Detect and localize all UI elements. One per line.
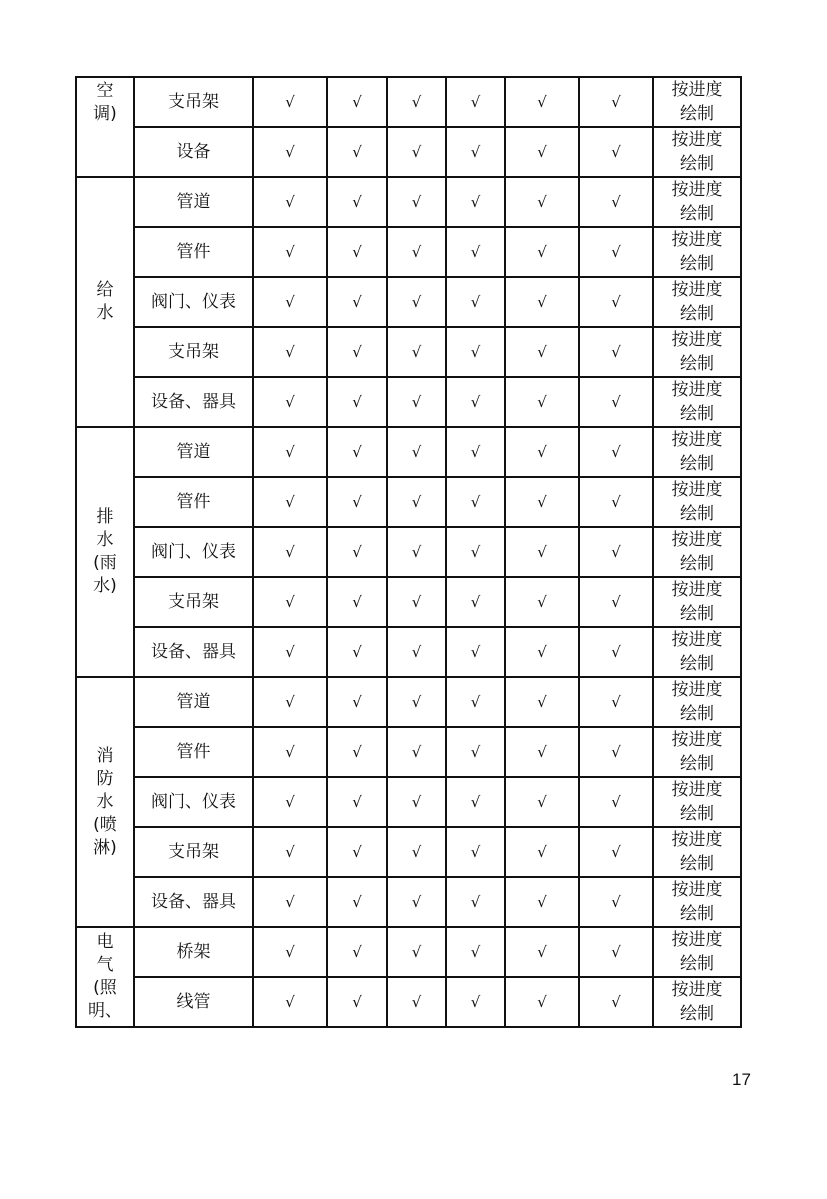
check-mark-cell: √ xyxy=(327,377,387,427)
system-category-cell xyxy=(76,677,134,927)
check-mark-cell: √ xyxy=(327,677,387,727)
check-mark-cell: √ xyxy=(446,627,505,677)
item-name-cell: 管道 xyxy=(134,177,253,227)
system-category-cell xyxy=(76,77,134,177)
check-mark-cell: √ xyxy=(579,327,653,377)
note-line: 绘制 xyxy=(680,604,714,624)
check-mark-cell: √ xyxy=(387,277,446,327)
note-line: 按进度 xyxy=(671,780,723,800)
check-mark-cell: √ xyxy=(505,777,579,827)
note-line: 绘制 xyxy=(680,254,714,274)
check-mark-cell: √ xyxy=(579,827,653,877)
check-mark-cell: √ xyxy=(446,427,505,477)
check-mark-cell: √ xyxy=(505,377,579,427)
check-mark-cell: √ xyxy=(579,127,653,177)
table-row xyxy=(76,677,741,727)
check-mark-cell: √ xyxy=(253,527,327,577)
check-mark-cell: √ xyxy=(327,227,387,277)
note-line: 按进度 xyxy=(671,430,723,450)
note-line: 绘制 xyxy=(680,804,714,824)
check-mark-cell: √ xyxy=(327,327,387,377)
check-mark-cell: √ xyxy=(387,527,446,577)
check-mark-cell: √ xyxy=(253,77,327,127)
check-mark-cell: √ xyxy=(505,327,579,377)
note-line: 按进度 xyxy=(671,130,723,150)
note-line: 绘制 xyxy=(680,104,714,124)
check-mark-cell: √ xyxy=(387,327,446,377)
table-row xyxy=(76,227,741,277)
check-mark-cell: √ xyxy=(253,377,327,427)
check-mark-cell: √ xyxy=(253,777,327,827)
check-mark-cell: √ xyxy=(505,677,579,727)
note-cell xyxy=(653,127,741,177)
check-mark-cell: √ xyxy=(446,927,505,977)
item-name-cell: 支吊架 xyxy=(134,77,253,127)
check-mark-cell: √ xyxy=(505,827,579,877)
check-mark-cell: √ xyxy=(505,527,579,577)
check-mark-cell: √ xyxy=(446,227,505,277)
category-label-line: (喷 xyxy=(93,814,117,835)
check-mark-cell: √ xyxy=(253,427,327,477)
check-mark-cell: √ xyxy=(387,877,446,927)
note-cell xyxy=(653,477,741,527)
check-mark-cell: √ xyxy=(505,277,579,327)
check-mark-cell: √ xyxy=(253,127,327,177)
check-mark-cell: √ xyxy=(327,527,387,577)
check-mark-cell: √ xyxy=(253,327,327,377)
item-name-cell: 线管 xyxy=(134,977,253,1027)
note-line: 按进度 xyxy=(671,80,723,100)
check-mark-cell: √ xyxy=(327,727,387,777)
check-mark-cell: √ xyxy=(505,627,579,677)
check-mark-cell: √ xyxy=(327,427,387,477)
table-row xyxy=(76,477,741,527)
note-cell xyxy=(653,877,741,927)
note-line: 按进度 xyxy=(671,380,723,400)
note-line: 绘制 xyxy=(680,504,714,524)
category-label-line: 防 xyxy=(96,768,114,789)
note-line: 按进度 xyxy=(671,480,723,500)
check-mark-cell: √ xyxy=(253,277,327,327)
check-mark-cell: √ xyxy=(446,727,505,777)
check-mark-cell: √ xyxy=(446,677,505,727)
check-mark-cell: √ xyxy=(387,427,446,477)
note-line: 绘制 xyxy=(680,304,714,324)
category-label-line: 给 xyxy=(96,280,114,300)
check-mark-cell: √ xyxy=(327,777,387,827)
check-mark-cell: √ xyxy=(505,877,579,927)
check-mark-cell: √ xyxy=(327,277,387,327)
check-mark-cell: √ xyxy=(579,577,653,627)
item-name-cell: 支吊架 xyxy=(134,577,253,627)
check-mark-cell: √ xyxy=(387,777,446,827)
table-row xyxy=(76,827,741,877)
check-mark-cell: √ xyxy=(579,77,653,127)
check-mark-cell: √ xyxy=(579,227,653,277)
check-mark-cell: √ xyxy=(505,927,579,977)
check-mark-cell: √ xyxy=(253,477,327,527)
category-label-line: 淋) xyxy=(93,837,117,858)
check-mark-cell: √ xyxy=(505,177,579,227)
system-category-cell xyxy=(76,177,134,427)
note-line: 绘制 xyxy=(680,854,714,874)
table-row xyxy=(76,427,741,477)
check-mark-cell: √ xyxy=(446,577,505,627)
check-mark-cell: √ xyxy=(579,727,653,777)
note-line: 按进度 xyxy=(671,530,723,550)
check-mark-cell: √ xyxy=(579,277,653,327)
item-name-cell: 阀门、仪表 xyxy=(134,777,253,827)
category-label-line: 水 xyxy=(96,530,114,550)
category-label-line: 消 xyxy=(96,745,114,766)
table-row xyxy=(76,127,741,177)
check-mark-cell: √ xyxy=(387,627,446,677)
note-cell xyxy=(653,277,741,327)
check-mark-cell: √ xyxy=(579,527,653,577)
check-mark-cell: √ xyxy=(387,727,446,777)
note-line: 绘制 xyxy=(680,654,714,674)
check-mark-cell: √ xyxy=(446,527,505,577)
table-row xyxy=(76,377,741,427)
check-mark-cell: √ xyxy=(327,477,387,527)
note-cell xyxy=(653,77,741,127)
check-mark-cell: √ xyxy=(387,927,446,977)
check-mark-cell: √ xyxy=(253,627,327,677)
item-name-cell: 管道 xyxy=(134,677,253,727)
check-mark-cell: √ xyxy=(387,577,446,627)
category-label-line: (照 xyxy=(93,978,117,998)
note-line: 绘制 xyxy=(680,1004,714,1024)
note-line: 按进度 xyxy=(671,630,723,650)
note-line: 绘制 xyxy=(680,754,714,774)
table-row xyxy=(76,927,741,977)
check-mark-cell: √ xyxy=(505,227,579,277)
note-line: 按进度 xyxy=(671,330,723,350)
check-mark-cell: √ xyxy=(579,877,653,927)
check-mark-cell: √ xyxy=(579,777,653,827)
check-mark-cell: √ xyxy=(253,877,327,927)
check-mark-cell: √ xyxy=(505,77,579,127)
system-category-cell xyxy=(76,427,134,677)
check-mark-cell: √ xyxy=(579,477,653,527)
check-mark-cell: √ xyxy=(505,427,579,477)
category-label-line: 排 xyxy=(96,507,114,527)
check-mark-cell: √ xyxy=(387,77,446,127)
note-line: 按进度 xyxy=(671,180,723,200)
check-mark-cell: √ xyxy=(387,677,446,727)
note-cell xyxy=(653,377,741,427)
table-row xyxy=(76,777,741,827)
note-line: 绘制 xyxy=(680,704,714,724)
note-cell xyxy=(653,627,741,677)
check-mark-cell: √ xyxy=(446,77,505,127)
check-mark-cell: √ xyxy=(505,477,579,527)
check-mark-cell: √ xyxy=(446,977,505,1027)
item-name-cell: 管件 xyxy=(134,477,253,527)
table-row xyxy=(76,277,741,327)
check-mark-cell: √ xyxy=(446,777,505,827)
check-mark-cell: √ xyxy=(327,577,387,627)
note-cell xyxy=(653,827,741,877)
table-row xyxy=(76,977,741,1027)
check-mark-cell: √ xyxy=(253,577,327,627)
item-name-cell: 设备 xyxy=(134,127,253,177)
table-row xyxy=(76,727,741,777)
note-line: 绘制 xyxy=(680,954,714,974)
note-cell xyxy=(653,227,741,277)
check-mark-cell: √ xyxy=(446,377,505,427)
check-mark-cell: √ xyxy=(387,227,446,277)
category-label-line: (雨 xyxy=(93,553,117,573)
table-row xyxy=(76,877,741,927)
category-label-line: 明、 xyxy=(88,1001,122,1021)
table-row xyxy=(76,77,741,127)
check-mark-cell: √ xyxy=(505,127,579,177)
item-name-cell: 支吊架 xyxy=(134,827,253,877)
check-mark-cell: √ xyxy=(327,177,387,227)
check-mark-cell: √ xyxy=(579,977,653,1027)
note-line: 按进度 xyxy=(671,580,723,600)
check-mark-cell: √ xyxy=(253,677,327,727)
table-row xyxy=(76,527,741,577)
check-mark-cell: √ xyxy=(505,727,579,777)
check-mark-cell: √ xyxy=(579,627,653,677)
note-line: 按进度 xyxy=(671,930,723,950)
system-category-cell xyxy=(76,927,134,1027)
note-line: 按进度 xyxy=(671,230,723,250)
table-row xyxy=(76,577,741,627)
check-mark-cell: √ xyxy=(387,177,446,227)
table-row xyxy=(76,627,741,677)
check-mark-cell: √ xyxy=(327,627,387,677)
check-mark-cell: √ xyxy=(446,327,505,377)
note-line: 按进度 xyxy=(671,880,723,900)
check-mark-cell: √ xyxy=(253,227,327,277)
item-name-cell: 阀门、仪表 xyxy=(134,277,253,327)
note-line: 绘制 xyxy=(680,154,714,174)
check-mark-cell: √ xyxy=(253,977,327,1027)
item-name-cell: 设备、器具 xyxy=(134,877,253,927)
page-number: 17 xyxy=(732,1070,751,1089)
check-mark-cell: √ xyxy=(253,827,327,877)
note-cell xyxy=(653,327,741,377)
check-mark-cell: √ xyxy=(387,977,446,1027)
check-mark-cell: √ xyxy=(327,977,387,1027)
check-mark-cell: √ xyxy=(446,877,505,927)
note-cell xyxy=(653,427,741,477)
item-name-cell: 阀门、仪表 xyxy=(134,527,253,577)
check-mark-cell: √ xyxy=(579,377,653,427)
note-line: 按进度 xyxy=(671,280,723,300)
item-name-cell: 桥架 xyxy=(134,927,253,977)
category-label-line: 调) xyxy=(93,104,117,124)
check-mark-cell: √ xyxy=(253,177,327,227)
check-mark-cell: √ xyxy=(446,277,505,327)
note-line: 绘制 xyxy=(680,204,714,224)
note-cell xyxy=(653,777,741,827)
note-cell xyxy=(653,727,741,777)
note-cell xyxy=(653,677,741,727)
note-cell xyxy=(653,977,741,1027)
check-mark-cell: √ xyxy=(387,827,446,877)
check-mark-cell: √ xyxy=(505,977,579,1027)
note-line: 绘制 xyxy=(680,404,714,424)
item-name-cell: 管件 xyxy=(134,727,253,777)
check-mark-cell: √ xyxy=(446,477,505,527)
check-mark-cell: √ xyxy=(446,127,505,177)
note-line: 按进度 xyxy=(671,830,723,850)
note-line: 按进度 xyxy=(671,730,723,750)
table-row xyxy=(76,177,741,227)
drawing-scope-table xyxy=(75,76,742,1028)
check-mark-cell: √ xyxy=(387,377,446,427)
check-mark-cell: √ xyxy=(579,427,653,477)
check-mark-cell: √ xyxy=(446,827,505,877)
category-label-line: 气 xyxy=(96,955,114,975)
item-name-cell: 管件 xyxy=(134,227,253,277)
category-label-line: 空 xyxy=(96,81,114,101)
item-name-cell: 管道 xyxy=(134,427,253,477)
note-line: 绘制 xyxy=(680,354,714,374)
category-label-line: 电 xyxy=(96,932,114,952)
check-mark-cell: √ xyxy=(387,127,446,177)
category-label-line: 水 xyxy=(96,791,114,812)
note-cell xyxy=(653,177,741,227)
item-name-cell: 支吊架 xyxy=(134,327,253,377)
check-mark-cell: √ xyxy=(579,927,653,977)
check-mark-cell: √ xyxy=(327,127,387,177)
check-mark-cell: √ xyxy=(253,727,327,777)
note-line: 按进度 xyxy=(671,680,723,700)
check-mark-cell: √ xyxy=(446,177,505,227)
category-label-line: 水 xyxy=(96,303,114,323)
note-line: 按进度 xyxy=(671,980,723,1000)
check-mark-cell: √ xyxy=(327,77,387,127)
note-line: 绘制 xyxy=(680,554,714,574)
check-mark-cell: √ xyxy=(327,927,387,977)
check-mark-cell: √ xyxy=(327,877,387,927)
check-mark-cell: √ xyxy=(387,477,446,527)
check-mark-cell: √ xyxy=(579,177,653,227)
note-cell xyxy=(653,927,741,977)
table-row xyxy=(76,327,741,377)
note-line: 绘制 xyxy=(680,454,714,474)
category-label-line: 水) xyxy=(93,576,117,596)
item-name-cell: 设备、器具 xyxy=(134,627,253,677)
check-mark-cell: √ xyxy=(327,827,387,877)
check-mark-cell: √ xyxy=(505,577,579,627)
note-cell xyxy=(653,527,741,577)
item-name-cell: 设备、器具 xyxy=(134,377,253,427)
note-line: 绘制 xyxy=(680,904,714,924)
check-mark-cell: √ xyxy=(253,927,327,977)
check-mark-cell: √ xyxy=(579,677,653,727)
note-cell xyxy=(653,577,741,627)
